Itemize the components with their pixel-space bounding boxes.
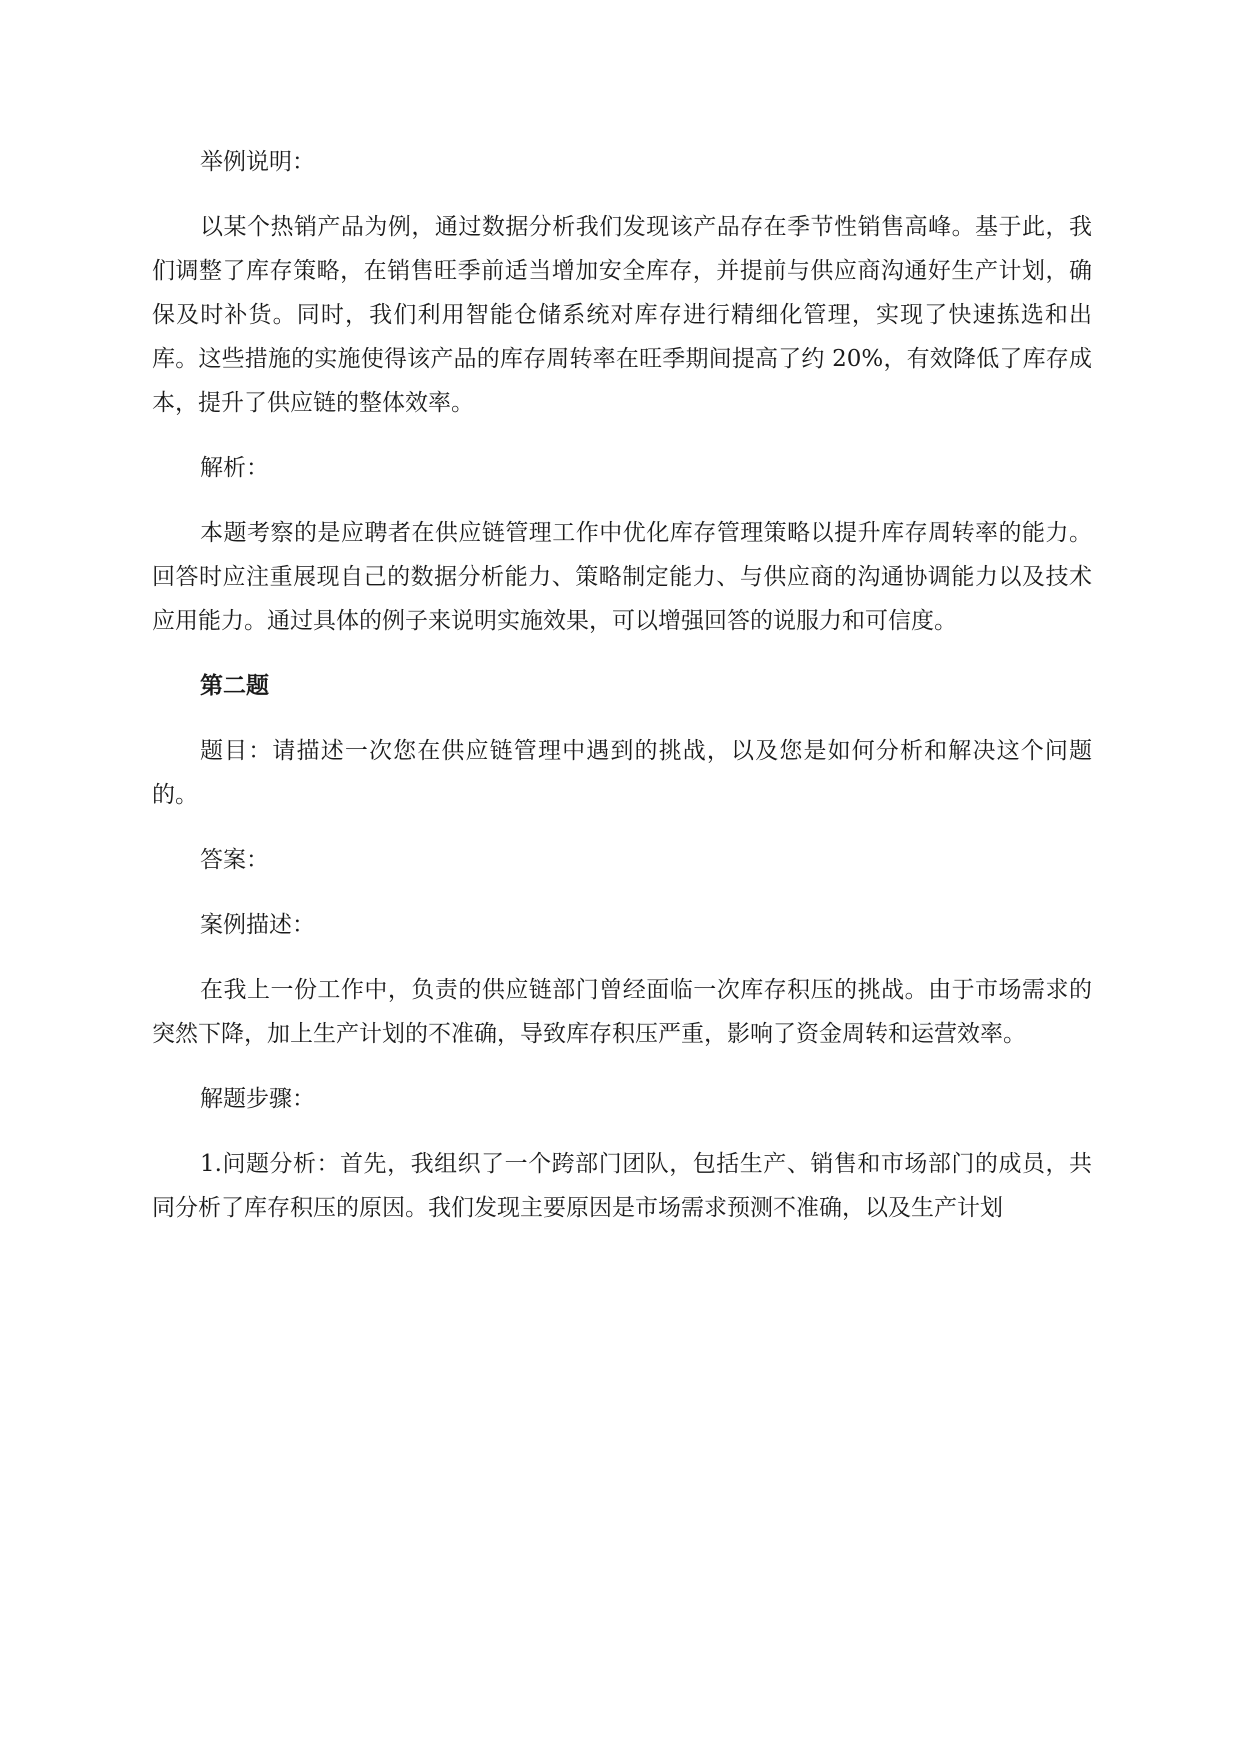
example-label: 举例说明： bbox=[200, 149, 315, 175]
answer-label: 答案： bbox=[200, 847, 269, 873]
case-label: 案例描述： bbox=[200, 912, 315, 938]
section-heading: 第二题 bbox=[200, 672, 269, 699]
question-paragraph: 题目：请描述一次您在供应链管理中遇到的挑战，以及您是如何分析和解决这个问题的。 bbox=[152, 738, 1092, 808]
analysis-paragraph: 本题考察的是应聘者在供应链管理工作中优化库存管理策略以提升库存周转率的能力。回答时应注重展现自己的数据分析能力、策略制定能力、与供应商的沟通协调能力以及技术应用能力。通过具体的例子来说明实施效果，可以增强回答的说服力和可信度。 bbox=[152, 520, 1092, 634]
analysis-label: 解析： bbox=[200, 455, 269, 481]
document-body bbox=[152, 140, 1092, 1251]
example-paragraph: 以某个热销产品为例，通过数据分析我们发现该产品存在季节性销售高峰。基于此，我们调整了库存策略，在销售旺季前适当增加安全库存，并提前与供应商沟通好生产计划，确保及时补货。同时，我们利用智能仓储系统对库存进行精细化管理，实现了快速拣选和出库。这些措施的实施使得该产品的库存周转率在旺季期间提高了约 20%，有效降低了库存成本，提升了供应链的整体效率。 bbox=[152, 214, 1092, 416]
case-paragraph: 在我上一份工作中，负责的供应链部门曾经面临一次库存积压的挑战。由于市场需求的突然下降，加上生产计划的不准确，导致库存积压严重，影响了资金周转和运营效率。 bbox=[152, 977, 1092, 1047]
steps-label: 解题步骤： bbox=[200, 1086, 315, 1112]
step-1-paragraph: 1.问题分析：首先，我组织了一个跨部门团队，包括生产、销售和市场部门的成员，共同分析了库存积压的原因。我们发现主要原因是市场需求预测不准确，以及生产计划 bbox=[152, 1151, 1092, 1221]
